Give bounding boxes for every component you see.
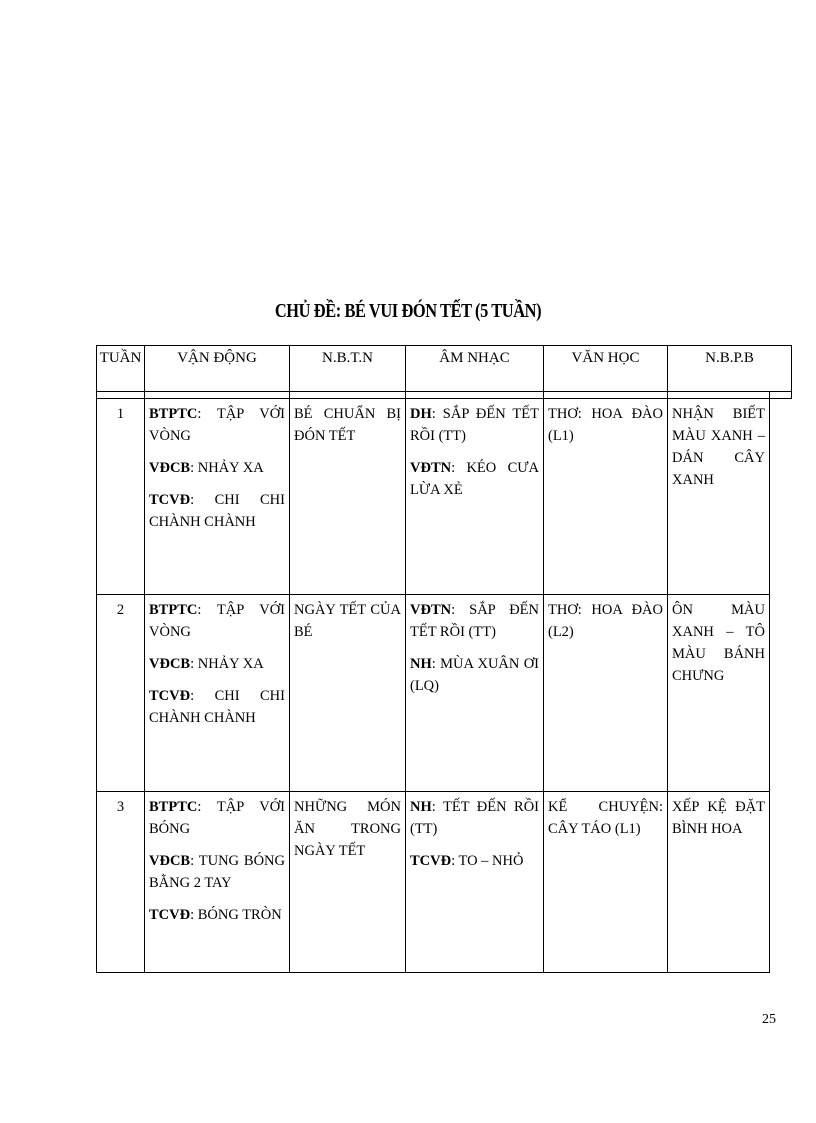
van-hoc-cell: KỂ CHUYỆN: CÂY TÁO (L1) — [544, 792, 668, 973]
header-van-dong: VẬN ĐỘNG — [145, 346, 290, 392]
table-row — [97, 595, 792, 792]
van-dong-cell: BTPTC: TẬP VỚI VÒNG VĐCB: NHẢY XA TCVĐ: CHI CHI CHÀNH CHÀNH — [145, 595, 290, 792]
header-van-hoc: VĂN HỌC — [544, 346, 668, 392]
am-nhac-cell: NH: TẾT ĐẾN RỒI (TT) TCVĐ: TO – NHỎ — [406, 792, 544, 973]
page-number: 25 — [762, 1012, 776, 1027]
van-dong-cell: BTPTC: TẬP VỚI VÒNG VĐCB: NHẢY XA TCVĐ: CHI CHI CHÀNH CHÀNH — [145, 399, 290, 595]
header-am-nhac: ÂM NHẠC — [406, 346, 544, 392]
nbpb-cell: ÔN MÀU XANH – TÔ MÀU BÁNH CHƯNG — [668, 595, 770, 792]
am-nhac-cell: DH: SẮP ĐẾN TẾT RỒI (TT) VĐTN: KÉO CƯA LỪA XẺ — [406, 399, 544, 595]
lesson-plan-table — [96, 345, 792, 973]
am-nhac-cell: VĐTN: SẮP ĐẾN TẾT RỒI (TT) NH: MÙA XUÂN ƠI (LQ) — [406, 595, 544, 792]
page-title: CHỦ ĐỀ: BÉ VUI ĐÓN TẾT (5 TUẦN) — [274, 300, 542, 322]
header-nbtn: N.B.T.N — [290, 346, 406, 392]
table-row — [97, 399, 792, 595]
week-cell: 1 — [97, 399, 145, 595]
van-hoc-cell: THƠ: HOA ĐÀO (L2) — [544, 595, 668, 792]
week-cell: 3 — [97, 792, 145, 973]
header-gap — [97, 392, 792, 399]
nbtn-cell: NHỮNG MÓN ĂN TRONG NGÀY TẾT — [290, 792, 406, 973]
nbpb-cell: XẾP KỆ ĐẶT BÌNH HOA — [668, 792, 770, 973]
header-nbpb: N.B.P.B — [668, 346, 792, 392]
nbpb-cell: NHẬN BIẾT MÀU XANH – DÁN CÂY XANH — [668, 399, 770, 595]
table-header-row — [97, 346, 792, 392]
van-hoc-cell: THƠ: HOA ĐÀO (L1) — [544, 399, 668, 595]
week-cell: 2 — [97, 595, 145, 792]
van-dong-cell: BTPTC: TẬP VỚI BÓNG VĐCB: TUNG BÓNG BẰNG 2 TAY TCVĐ: BÓNG TRÒN — [145, 792, 290, 973]
nbtn-cell: BÉ CHUẨN BỊ ĐÓN TẾT — [290, 399, 406, 595]
nbtn-cell: NGÀY TẾT CỦA BÉ — [290, 595, 406, 792]
table-row — [97, 792, 792, 973]
header-week: TUẦN — [97, 346, 145, 392]
